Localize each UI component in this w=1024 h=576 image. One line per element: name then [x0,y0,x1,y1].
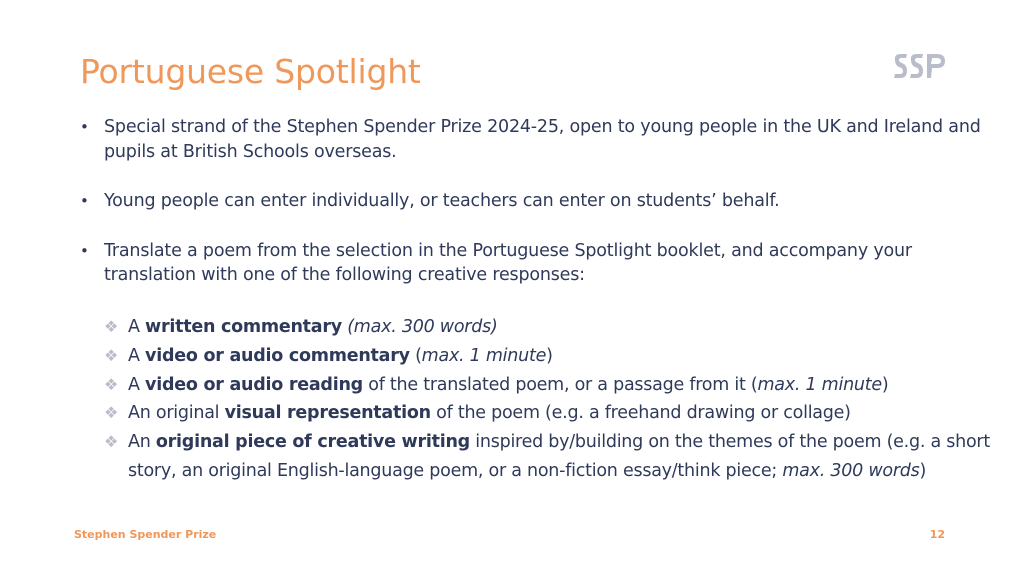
response-text: ) [546,345,553,366]
bullet-marker: • [80,192,89,210]
bullet-item [80,115,990,164]
response-text: of the poem (e.g. a freehand drawing or collage) [430,403,851,424]
response-text: An original [128,403,225,424]
diamond-bullet-icon: ❖ [104,403,119,423]
response-limit: max. 300 words [782,460,920,481]
response-text: of the translated poem, or a passage from it ( [362,374,758,395]
response-emphasis: video or audio commentary [145,345,410,366]
response-text: ) [919,460,927,481]
bullet-item [80,189,990,214]
response-limit: (max. 300 words) [347,317,498,337]
bullet-marker: • [80,118,89,136]
bullet-item [80,239,990,288]
footer-org-name: Stephen Spender Prize [74,528,217,541]
diamond-bullet-icon: ❖ [104,317,119,336]
response-text: A [128,317,146,337]
response-emphasis: visual representation [224,403,431,424]
ssp-logo [893,54,945,80]
response-limit: max. 1 minute [757,374,882,395]
response-limit: max. 1 minute [421,345,547,366]
response-text: inspired by/building on the themes of the poem (e.g. a short story, an original English-language poem, or a non-fiction essay/think piece; [128,432,990,481]
diamond-bullet-icon: ❖ [104,374,119,394]
creative-responses-list [104,313,1004,486]
response-emphasis: video or audio reading [145,374,363,395]
response-text: ( [409,345,422,366]
response-item [104,399,1004,428]
response-text: A [128,345,146,366]
response-emphasis: written commentary [145,317,342,337]
bullet-text: Young people can enter individually, or teachers can enter on students’ behalf. [104,191,780,211]
diamond-bullet-icon: ❖ [104,345,119,365]
response-item [104,313,1004,342]
response-text: A [128,374,146,395]
slide-title: Portuguese Spotlight [80,52,421,91]
response-emphasis: original piece of creative writing [155,432,470,453]
page-number: 12 [929,528,945,541]
bullet-list [80,115,990,313]
response-text: ) [881,374,889,395]
bullet-text: Translate a poem from the selection in the Portuguese Spotlight booklet, and accompany your translation with one of the following creative responses: [104,240,912,285]
response-item [104,342,1004,371]
response-item [104,428,1004,486]
response-text: An [128,432,156,453]
bullet-text: Special strand of the Stephen Spender Prize 2024-25, open to young people in the UK and Ireland and pupils at British Schools overseas. [104,117,981,162]
diamond-bullet-icon: ❖ [104,432,119,452]
response-item [104,371,1004,400]
bullet-marker: • [80,241,89,260]
